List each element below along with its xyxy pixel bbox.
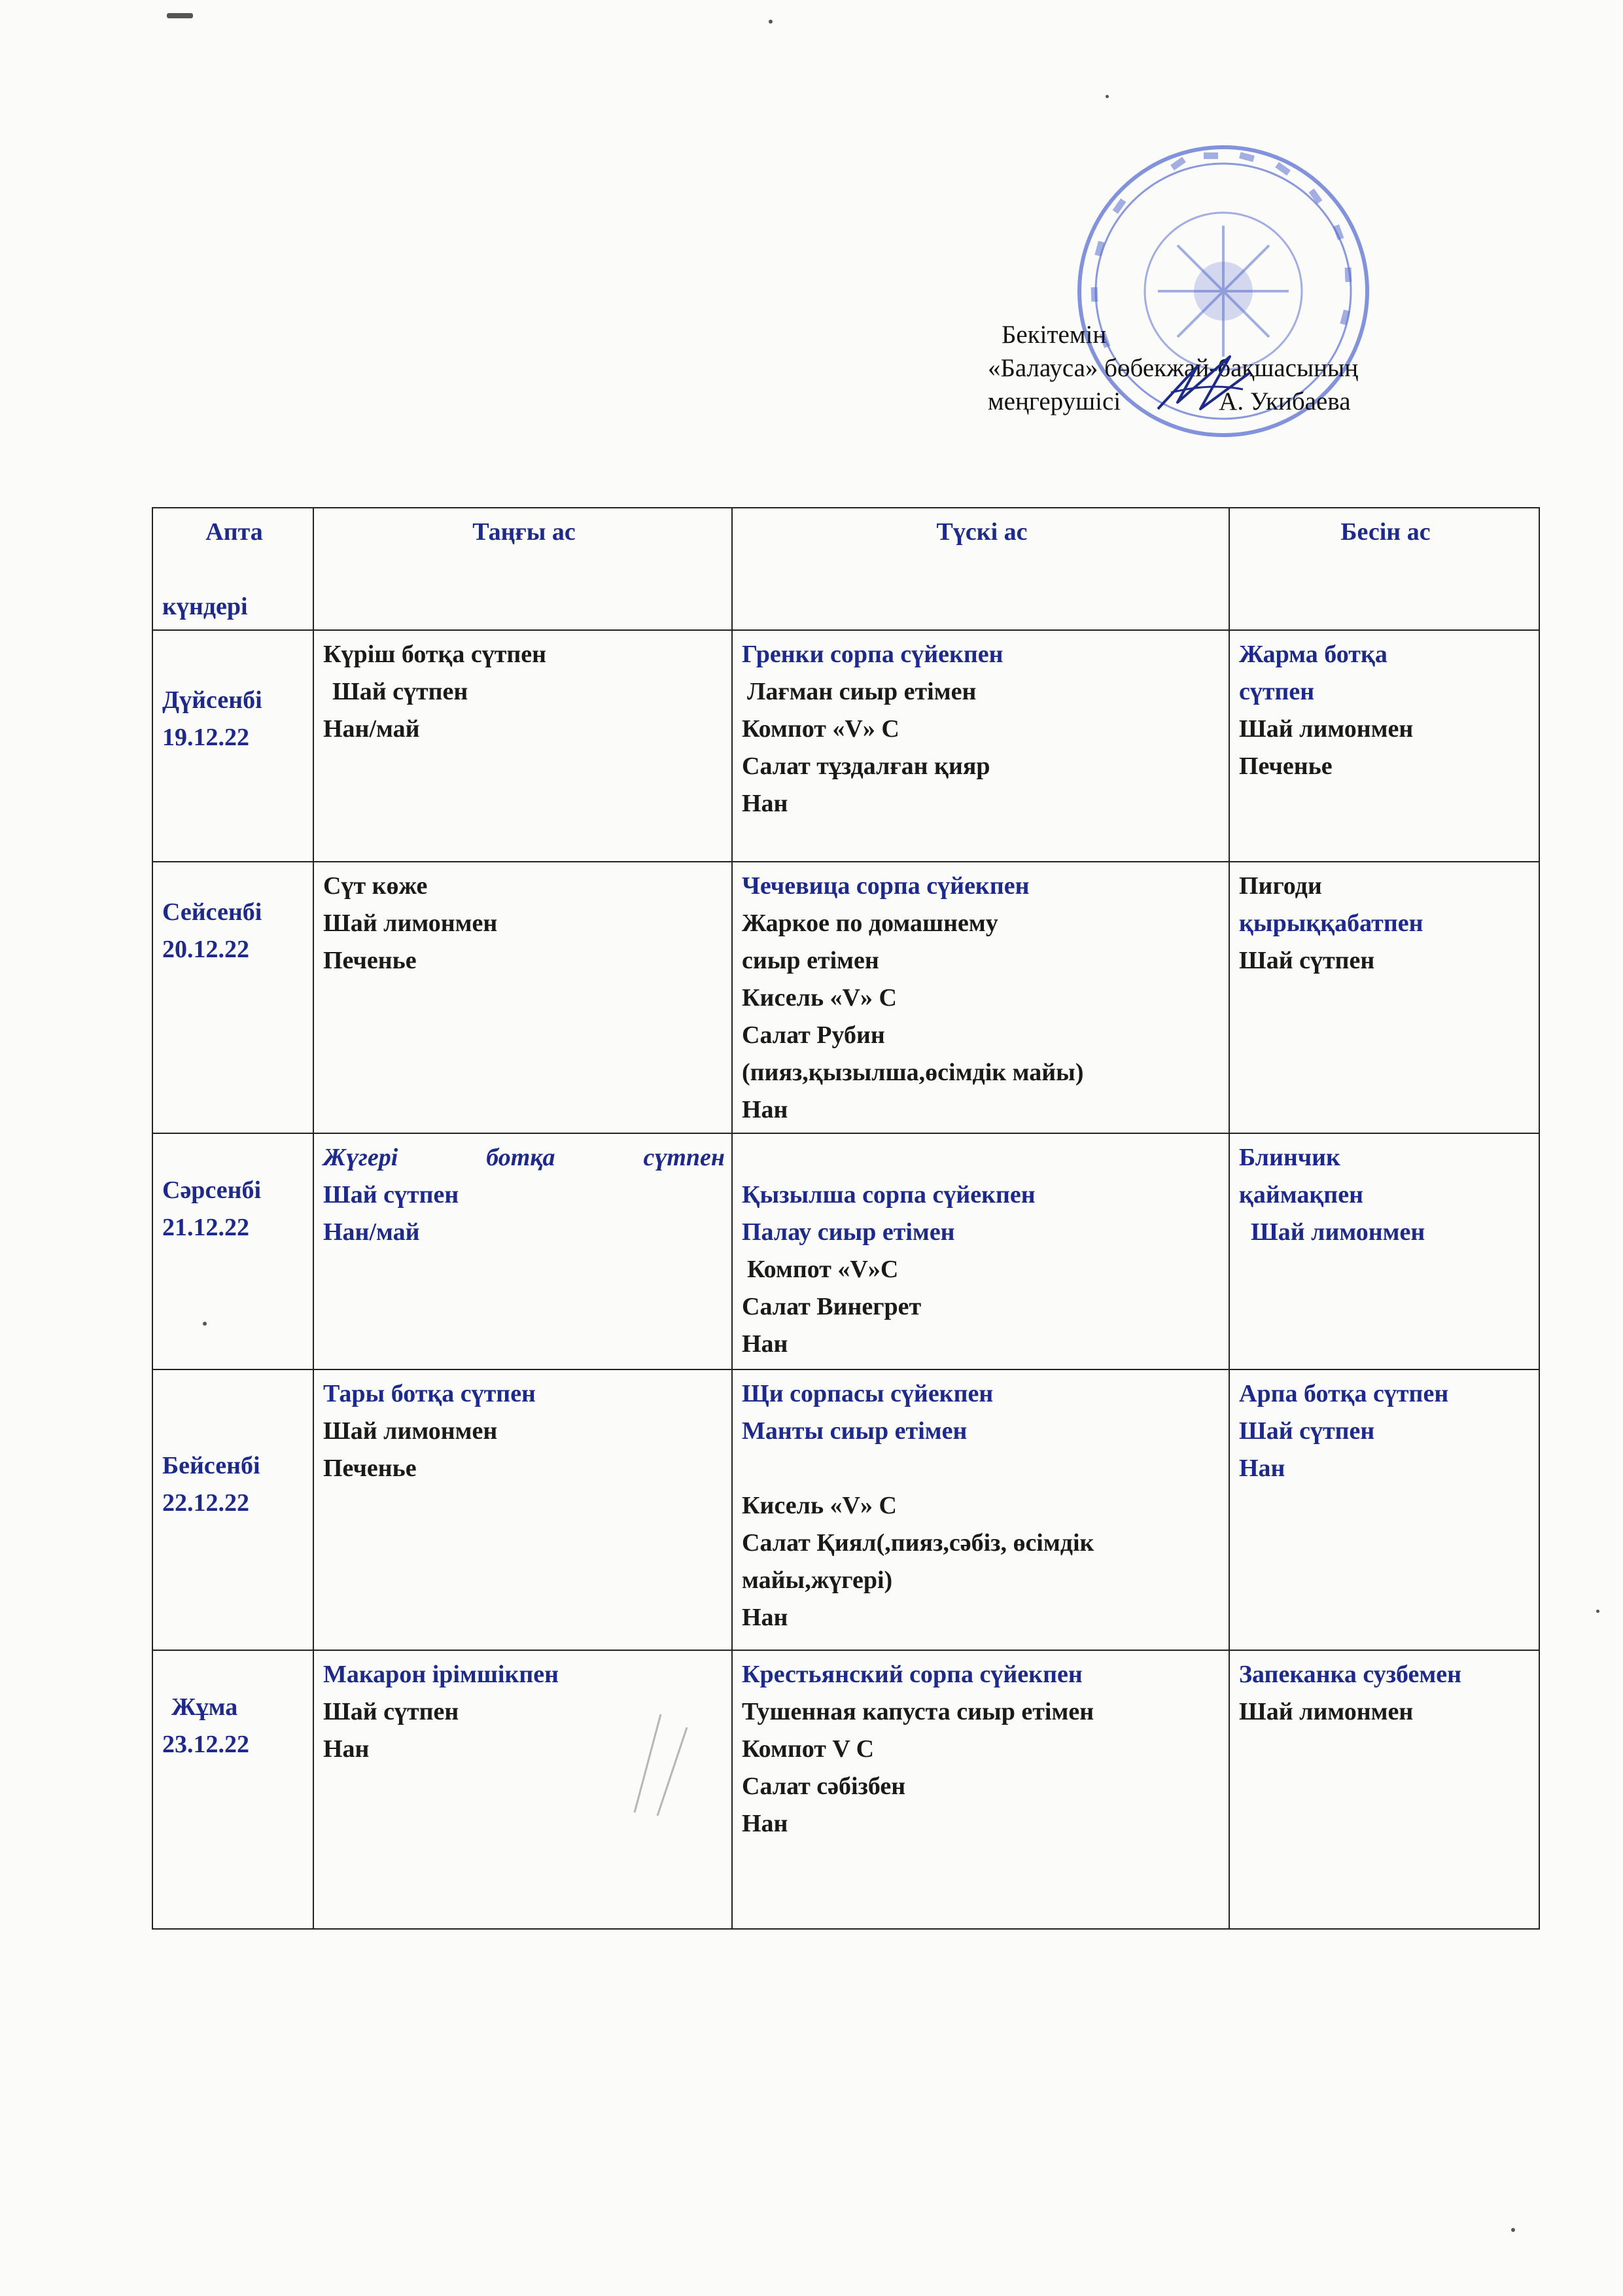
day-cell: Дүйсенбі 19.12.22 <box>152 630 313 862</box>
breakfast-cell: Күріш ботқа сүтпен Шай сүтпен Нан/май <box>313 630 732 862</box>
day-cell: Сәрсенбі 21.12.22 <box>152 1133 313 1369</box>
lunch-cell: Щи сорпасы сүйекпен Манты сиыр етімен Кисель «V» С Салат Қиял(,пияз,сәбіз, өсімдік майы,жүгері) Нан <box>732 1369 1229 1650</box>
day-cell: Жұма 23.12.22 <box>152 1650 313 1929</box>
approval-organization: «Балауса» бөбекжай-бақшасының <box>988 354 1359 382</box>
day-cell: Бейсенбі 22.12.22 <box>152 1369 313 1650</box>
snack-cell: Арпа ботқа сүтпен Шай сүтпен Нан <box>1229 1369 1539 1650</box>
header-snack: Бесін ас <box>1229 508 1539 630</box>
scan-speck <box>167 13 193 18</box>
breakfast-cell: Сүт көже Шай лимонмен Печенье <box>313 862 732 1133</box>
header-days: Апта күндері <box>152 508 313 630</box>
menu-table <box>152 507 1540 1930</box>
day-cell: Сейсенбі 20.12.22 <box>152 862 313 1133</box>
table-row <box>152 862 1539 1133</box>
approval-position: меңгерушісі <box>988 387 1121 415</box>
lunch-cell: Чечевица сорпа сүйекпен Жаркое по домашнему сиыр етімен Кисель «V» С Салат Рубин (пияз,қызылша,өсімдік майы) Нан <box>732 862 1229 1133</box>
snack-cell: Блинчик қаймақпен Шай лимонмен <box>1229 1133 1539 1369</box>
signature-icon <box>1151 347 1256 419</box>
table-header-row <box>152 508 1539 630</box>
snack-cell: Жарма ботқа сүтпен Шай лимонмен Печенье <box>1229 630 1539 862</box>
breakfast-cell: Жүгері ботқа сүтпен Шай сүтпен Нан/май <box>313 1133 732 1369</box>
lunch-cell: Крестьянский сорпа сүйекпен Тушенная капуста сиыр етімен Компот V С Салат сәбізбен Нан <box>732 1650 1229 1929</box>
header-lunch: Түскі ас <box>732 508 1229 630</box>
scan-speck <box>1106 95 1109 98</box>
breakfast-cell: Макарон ірімшікпен Шай сүтпен Нан <box>313 1650 732 1929</box>
scan-speck <box>769 20 773 24</box>
scan-speck <box>1511 2228 1515 2232</box>
snack-cell: Запеканка сузбемен Шай лимонмен <box>1229 1650 1539 1929</box>
lunch-cell: Гренки сорпа сүйекпен Лағман сиыр етімен Компот «V» С Салат тұздалған қияр Нан <box>732 630 1229 862</box>
snack-cell: Пигоди қырыққабатпен Шай сүтпен <box>1229 862 1539 1133</box>
approval-title: Бекітемін <box>1002 321 1107 349</box>
header-breakfast: Таңғы ас <box>313 508 732 630</box>
pen-mark-icon <box>621 1701 700 1819</box>
table-row <box>152 1369 1539 1650</box>
approval-name: А. Укибаева <box>1219 387 1351 415</box>
table-row <box>152 1650 1539 1929</box>
breakfast-cell: Тары ботқа сүтпен Шай лимонмен Печенье <box>313 1369 732 1650</box>
table-row <box>152 630 1539 862</box>
lunch-cell: Қызылша сорпа сүйекпен Палау сиыр етімен Компот «V»С Салат Винегрет Нан <box>732 1133 1229 1369</box>
scan-speck <box>1596 1610 1599 1613</box>
table-row <box>152 1133 1539 1369</box>
